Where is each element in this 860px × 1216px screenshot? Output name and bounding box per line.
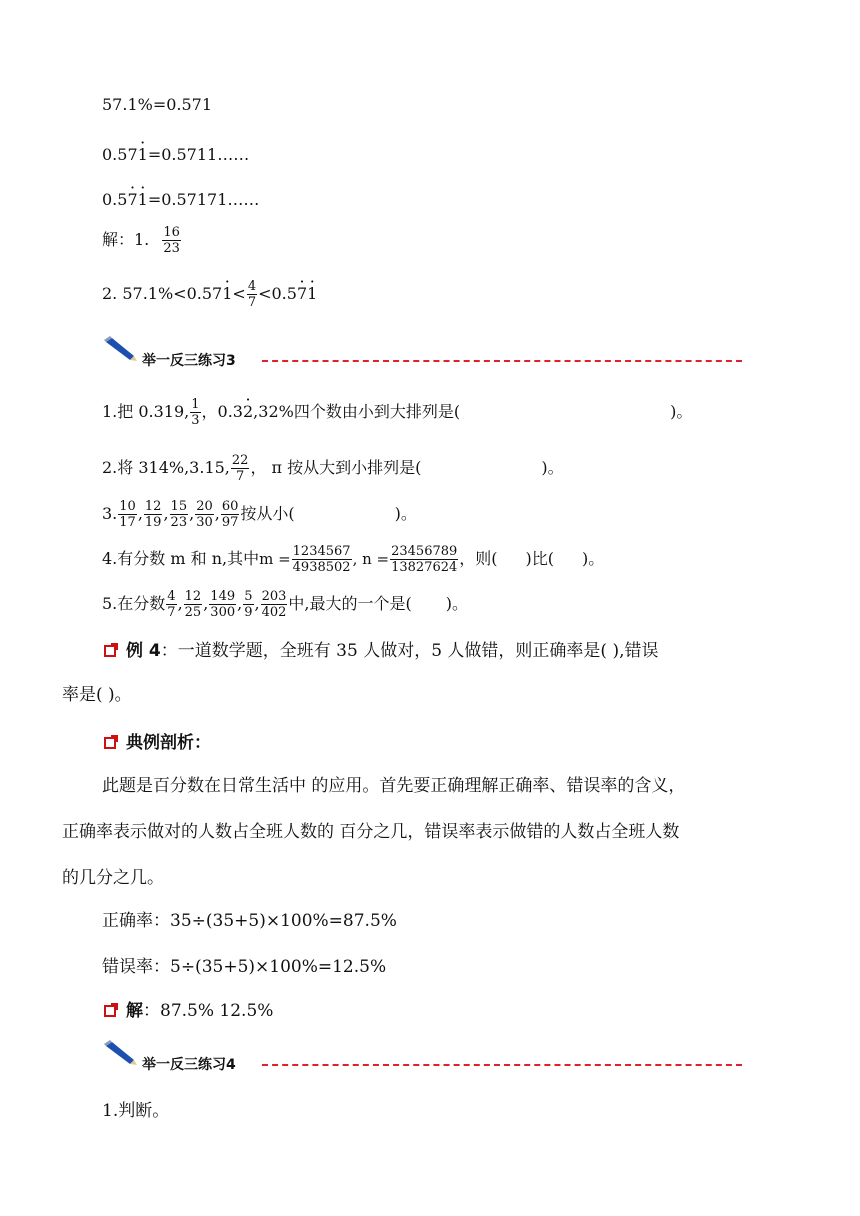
pencil-icon [104, 1040, 138, 1066]
text: ，则( [459, 549, 498, 568]
denominator: 9 [244, 605, 253, 620]
fraction [144, 499, 163, 530]
repeating-digit: · 1 [138, 144, 148, 166]
text: )。 [394, 504, 417, 523]
numerator: 12 [184, 589, 202, 604]
fraction [166, 589, 176, 620]
fraction [184, 589, 203, 620]
fraction [247, 279, 257, 310]
text: 中,最大的一个是( [288, 594, 412, 613]
square-bullet-icon [104, 737, 116, 749]
answer-line [104, 1000, 273, 1022]
repeating-digit: · 7 [127, 189, 137, 211]
repeating-digit: · 7 [297, 272, 307, 316]
text: 0.5 [102, 190, 128, 209]
fraction [170, 499, 189, 530]
numerator: 1234567 [292, 544, 351, 559]
numerator: 20 [196, 499, 213, 514]
calc-error-rate: 错误率：5÷(35+5)×100%=12.5% [102, 957, 387, 977]
text: < [232, 284, 246, 303]
numerator: 60 [221, 499, 239, 514]
answer-label: 解 [126, 1001, 143, 1021]
fraction [221, 499, 240, 530]
text: 0.57 [102, 145, 138, 164]
numerator: 4 [247, 279, 257, 294]
denominator: 30 [196, 515, 213, 530]
text: 3. [102, 504, 118, 523]
example-label: 例 4 [126, 641, 161, 661]
solution-line-1 [102, 218, 182, 262]
pencil-icon [104, 336, 138, 362]
fraction [231, 453, 250, 484]
answer-text: ：87.5% 12.5% [143, 1001, 274, 1021]
numerator: 1 [191, 397, 200, 412]
numerator: 22 [231, 453, 249, 468]
text: 1.把 0.319, [102, 402, 190, 421]
numerator: 15 [170, 499, 188, 514]
question-4 [102, 537, 604, 581]
square-bullet-icon [104, 645, 116, 657]
denominator: 17 [119, 515, 136, 530]
repeating-digit: · 1 [222, 272, 232, 316]
fraction [162, 225, 181, 256]
line-3 [102, 189, 259, 211]
text: 2.将 314%,3.15, [102, 458, 230, 477]
text: 按从小( [240, 504, 295, 523]
line-2 [102, 144, 249, 166]
practice4-question-1: 1.判断。 [102, 1101, 170, 1121]
numerator: 10 [119, 499, 136, 514]
fraction [118, 499, 137, 530]
denominator: 97 [221, 515, 239, 530]
example4-line-1 [104, 640, 658, 662]
fraction [190, 397, 200, 428]
text: )。 [445, 594, 469, 613]
practice4-title: 举一反三练习4 [142, 1057, 236, 1073]
text: 2. 57.1%<0.57 [102, 284, 223, 303]
denominator: 300 [210, 605, 236, 620]
analysis-label: 典例剖析： [126, 733, 211, 753]
denominator: 7 [236, 469, 245, 484]
denominator: 402 [261, 605, 287, 620]
text: 4.有分数 m 和 n,其中 [102, 549, 260, 568]
text: , n = [352, 550, 390, 568]
divider-dashed [262, 1064, 742, 1066]
text: )。 [541, 458, 564, 477]
denominator: 23 [170, 515, 188, 530]
analysis-para-1: 此题是百分数在日常生活中 的应用。首先要正确理解正确率、错误率的含义， [102, 776, 686, 796]
question-3: 3. $\frac{10}{17}$ , $\frac{12}{19}$ , $\frac{15}{23}$ , $\frac{20}{30}$ , $\frac{60}{97}$ 按从小( )。 [102, 499, 417, 530]
fraction [195, 499, 214, 530]
repeating-digit: · 1 [307, 272, 317, 316]
text: )。 [670, 402, 693, 421]
denominator: 25 [184, 605, 202, 620]
denominator: 4938502 [292, 560, 351, 575]
question-1 [102, 390, 692, 434]
denominator: 19 [144, 515, 162, 530]
text: )比( [525, 549, 555, 568]
repeating-digit: · 1 [138, 189, 148, 211]
text: ， π 按从大到小排列是( [250, 458, 422, 477]
numerator: 149 [210, 589, 236, 604]
numerator: 203 [261, 589, 287, 604]
fraction [209, 589, 236, 620]
text: m = [259, 550, 291, 568]
example4-line-2: 率是( )。 [62, 685, 132, 705]
text: )。 [582, 549, 605, 568]
text: 5.在分数 [102, 594, 166, 613]
fraction [390, 544, 458, 575]
numerator: 16 [163, 225, 180, 240]
fraction [243, 589, 253, 620]
denominator: 13827624 [391, 560, 458, 575]
square-bullet-icon [104, 1005, 116, 1017]
text: 解：1. [102, 230, 150, 249]
numerator: 5 [244, 589, 253, 604]
denominator: 3 [191, 413, 200, 428]
analysis-heading [104, 732, 211, 754]
denominator: 23 [163, 241, 180, 256]
fraction [292, 544, 352, 575]
denominator: 7 [247, 295, 257, 310]
calc-correct-rate: 正确率：35÷(35+5)×100%=87.5% [102, 911, 397, 931]
numerator: 12 [144, 499, 162, 514]
text: =0.57171…… [147, 190, 260, 209]
question-5: 5.在分数 $\frac{4}{7}$ , $\frac{12}{25}$ , $\frac{149}{300}$ , $\frac{5}{9}$ , $\frac{203}{402}$ 中,最大的一个是( )。 [102, 589, 469, 620]
question-2 [102, 446, 564, 490]
example-text: ：一道数学题，全班有 35 人做对，5 人做错，则正确率是( ),错误 [160, 641, 659, 661]
divider-dashed [262, 360, 742, 362]
repeating-digit: · 2 [243, 390, 253, 434]
text: <0.5 [258, 284, 297, 303]
analysis-para-2: 正确率表示做对的人数占全班人数的 百分之几，错误率表示做错的人数占全班人数 [62, 822, 680, 842]
practice3-title: 举一反三练习3 [142, 353, 236, 369]
fraction [261, 589, 288, 620]
text: ,32%四个数由小到大排列是( [253, 402, 461, 421]
analysis-para-3: 的几分之几。 [62, 868, 164, 888]
text: ，0.3 [201, 402, 243, 421]
line-1: 57.1%=0.571 [102, 95, 213, 114]
numerator: 4 [167, 589, 176, 604]
numerator: 23456789 [391, 544, 458, 559]
text: =0.5711…… [147, 145, 250, 164]
denominator: 7 [167, 605, 176, 620]
solution-line-2 [102, 272, 317, 316]
